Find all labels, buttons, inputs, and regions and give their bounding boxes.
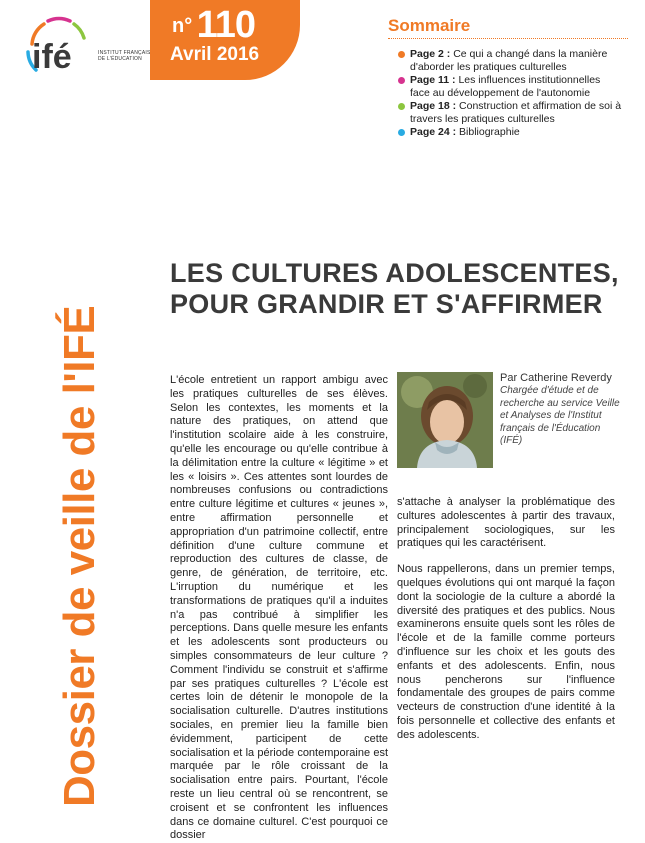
sommaire-item-text: Construction et affirmation de soi à travers les pratiques culturelles: [410, 100, 622, 125]
headline-line-1: LES CULTURES ADOLESCENTES,: [170, 258, 619, 288]
sommaire-item-page: Page 11 :: [410, 74, 456, 86]
issue-badge: [150, 0, 300, 80]
logo-wordmark: ifé: [32, 38, 72, 76]
bullet-icon: [398, 103, 405, 110]
sommaire-title: Sommaire: [388, 16, 471, 35]
sommaire-item[interactable]: [398, 74, 623, 100]
sommaire-item[interactable]: [398, 48, 623, 74]
article-column-1: L'école entretient un rapport ambigu avec les pratiques culturelles de ses élèves. Selon les contextes, les moments et la nature des pratiques, on attend que l'institution scolaire aide à les construire, qu'elle les encourage ou qu'elle contribue à la délimitation entre la culture « légitime » et les « loisirs ». Ces attentes sont lourdes de nombreuses confusions ou contradictions entre culture légitime et cultures « jeunes », entre affirmation personnelle et appropriation d'un patrimoine collectif, entre définition d'une culture commune et reproduction des cultures de classe, de genre, de génération, de territoire, etc. L'irruption du numérique et les transformations de pratiques qu'il a induites n'a pas contribué à simplifier les perceptions. Dans quelle mesure les enfants et les adolescents sont producteurs ou simples consommateurs de leur culture ? Comment l'individu se construit et s'affirme par ses pratiques culturelles ? L'école est certes loin de détenir le monopole de la socialisation culturelle. D'autres institutions sociales, en premier lieu la famille bien évidemment, participent de cette socialisation et la période contemporaine est marquée par le rôle croissant de la socialisation entre pairs. Pourtant, l'école reste un lieu central où se rencontrent, se croisent et se confrontent les influences dans ce domaine culturel. C'est pourquoi ce dossier: [170, 374, 388, 842]
bullet-icon: [398, 51, 405, 58]
article-column-2: [397, 496, 615, 755]
sommaire-list: [398, 48, 623, 139]
sommaire-item-text: Bibliographie: [459, 126, 520, 138]
bullet-icon: [398, 129, 405, 136]
issue-prefix: n°: [172, 15, 193, 37]
sommaire-item-page: Page 2 :: [410, 48, 451, 60]
sommaire-item[interactable]: [398, 126, 623, 139]
author-portrait-image: [397, 372, 493, 468]
ife-logo: [18, 8, 151, 88]
issue-date: Avril 2016: [170, 44, 260, 65]
sommaire-divider: [388, 38, 628, 39]
sommaire-item-page: Page 18 :: [410, 100, 457, 112]
author-name: Par Catherine Reverdy: [500, 372, 612, 384]
issue-number-line: [172, 6, 255, 44]
issue-number: 110: [196, 4, 255, 46]
article-paragraph: s'attache à analyser la problématique des cultures adolescentes à partir des travaux, principalement sociologiques, sur les pratiques qui les caractérisent.: [397, 496, 615, 550]
logo-subtitle: INSTITUT FRANÇAIS DE L'ÉDUCATION: [98, 50, 151, 62]
bullet-icon: [398, 77, 405, 84]
sommaire-item-text: Les influences institutionnelles face au développement de l'autonomie: [410, 74, 601, 99]
sommaire-item[interactable]: [398, 100, 623, 126]
author-photo: [397, 372, 493, 468]
article-paragraph: Nous rappellerons, dans un premier temps, quelques évolutions qui ont marqué la façon dont la sociologie de la culture a abordé la diversité des pratiques et des publics. Nous examinerons ensuite quels sont les rôles de l'école et de la famille comme porteurs d'influence sur les choix et les gouts des enfants et des adolescents. Enfin, nous nous pencherons sur l'influence fondamentale des groupes de pairs comme vecteurs de construction d'une identité à la fois personnelle et collective des enfants et des adolescents.: [397, 563, 615, 741]
sommaire-item-text: Ce qui a changé dans la manière d'aborder les pratiques culturelles: [410, 48, 608, 73]
ife-logo-mark: [18, 8, 98, 88]
series-title: Dossier de veille de l'IFÉ: [55, 305, 104, 807]
headline-line-2: POUR GRANDIR ET S'AFFIRMER: [170, 289, 603, 319]
sommaire-item-page: Page 24 :: [410, 126, 457, 138]
article-headline: [170, 258, 630, 320]
author-role: Chargée d'étude et de recherche au service Veille et Analyses de l'Institut français de l'Éducation (IFÉ): [500, 385, 620, 446]
